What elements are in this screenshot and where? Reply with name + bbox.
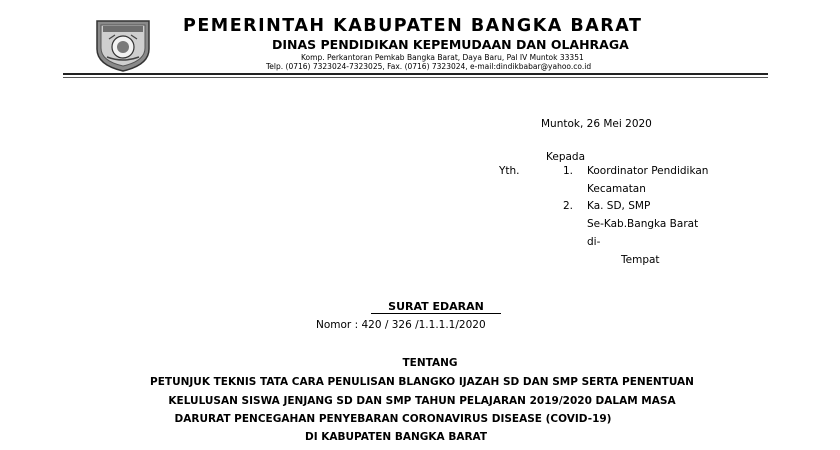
circular-title: SURAT EDARAN [388,300,484,313]
letterhead-address: Komp. Perkantoran Pemkab Bangka Barat, Daya Baru, Pal IV Muntok 33351 [301,53,584,62]
recipient-2-line1: Ka. SD, SMP [587,200,651,212]
kepada-label: Kepada [546,151,586,163]
subject-line-1: PETUNJUK TEKNIS TATA CARA PENULISAN BLANGKO IJAZAH SD DAN SMP SERTA PENENTUAN [150,376,694,388]
yth-label: Yth. [499,165,520,177]
recipient-1-line1: Koordinator Pendidikan [587,165,709,177]
recipient-1-number: 1. [563,165,574,177]
recipient-1-line2: Kecamatan [587,183,646,195]
subject-line-2: KELULUSAN SISWA JENJANG SD DAN SMP TAHUN PELAJARAN 2019/2020 DALAM MASA [168,395,676,407]
circular-title-underline [371,313,501,314]
letterhead-government: PEMERINTAH KABUPATEN BANGKA BARAT [183,16,643,36]
place-date: Muntok, 26 Mei 2020 [541,118,652,130]
subject-line-4: DI KABUPATEN BANGKA BARAT [304,431,488,443]
recipient-2-number: 2. [563,200,574,212]
di-label: di- [587,236,601,248]
tentang-heading: TENTANG [402,357,458,369]
letterhead-agency: DINAS PENDIDIKAN KEPEMUDAAN DAN OLAHRAGA [272,37,629,52]
letterhead-divider-thin [63,77,768,78]
letterhead-contact: Telp. (0716) 7323024-7323025, Fax. (0716) 7323024, e-mail:dindikbabar@yahoo.co.id [266,62,592,71]
recipient-2-line2: Se-Kab.Bangka Barat [587,218,699,230]
circular-number: Nomor : 420 / 326 /1.1.1.1/2020 [316,319,486,331]
regency-emblem-logo [93,15,153,73]
tempat-label: Tempat [621,254,660,266]
subject-line-3: DARURAT PENCEGAHAN PENYEBARAN CORONAVIRUS DISEASE (COVID-19) [174,413,612,425]
letterhead-divider-thick [63,73,768,75]
